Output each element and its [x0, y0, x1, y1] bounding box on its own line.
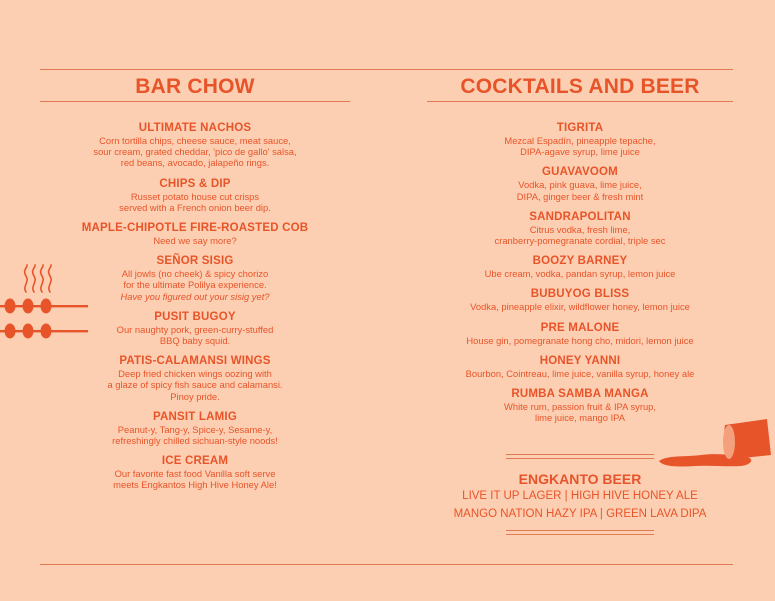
item-name: TIGRITA [556, 122, 604, 134]
beer-bottom-rule-1 [506, 530, 654, 531]
bar-chow-title: BAR CHOW [135, 75, 255, 98]
item-desc: Peanut-y, Tang-y, Spice-y, Sesame-y, refreshingly chilled sichuan-style noods! [112, 423, 278, 447]
item-desc: Our favorite fast food Vanilla soft serve meets Engkantos High Hive Honey Ale! [113, 468, 277, 491]
menu-item [447, 122, 713, 157]
menu-item [70, 178, 320, 213]
menu-item [70, 355, 320, 402]
menu-item [447, 322, 713, 346]
menu-item [70, 455, 320, 490]
item-desc: Our naughty pork, green-curry-stuffed BBQ baby squid. [116, 323, 274, 347]
bar-chow-title-rule [40, 101, 350, 102]
item-name: RUMBA SAMBA MANGA [511, 388, 649, 401]
bar-chow-list [70, 122, 320, 500]
engkanto-beer-title: ENGKANTO BEER [518, 471, 642, 487]
menu-item [447, 211, 713, 246]
item-name: SEÑOR SISIG [156, 255, 234, 268]
item-desc: Deep fried chicken wings oozing with a glaze of spicy fish sauce and calamansi. Pinoy pride. [107, 368, 283, 402]
item-name: CHIPS & DIP [159, 177, 231, 190]
item-name: PUSIT BUGOY [154, 310, 236, 323]
cocktails-title: COCKTAILS AND BEER [460, 75, 700, 98]
menu-item [447, 255, 713, 279]
item-desc: House gin, pomegranate hong cho, midori, lemon juice [466, 334, 694, 346]
item-desc: Mezcal Espadín, pineapple tepache, DIPA-agave syrup, lime juice [504, 135, 656, 158]
menu-item [447, 166, 713, 201]
bottom-rule [40, 564, 733, 565]
beer-list-line-1: LIVE IT UP LAGER | HIGH HIVE HONEY ALE [462, 490, 698, 502]
menu-item [70, 122, 320, 169]
spilled-glass-icon [655, 415, 775, 475]
item-desc: Vodka, pink guava, lime juice, DIPA, ginger beer & fresh mint [516, 179, 644, 202]
item-desc: Vodka, pineapple elixir, wildflower honey, lemon juice [470, 301, 690, 313]
menu-item [70, 222, 320, 246]
menu-item [447, 288, 713, 312]
skewer-icon [0, 298, 90, 348]
item-name: BUBUYOG BLISS [530, 288, 630, 301]
item-desc: Corn tortilla chips, cheese sauce, meat sauce, sour cream, grated cheddar, 'pico de gallo' salsa, red beans, avocado, jalapeño rings. [93, 135, 297, 169]
item-desc: All jowls (no cheek) & spicy chorizo for the ultimate Polilya experience. [121, 268, 269, 291]
beer-top-rule-2 [506, 458, 654, 459]
item-name: PRE MALONE [540, 321, 620, 334]
top-rule [40, 69, 733, 70]
menu-item [70, 311, 320, 346]
item-name: MAPLE-CHIPOTLE FIRE-ROASTED COB [81, 222, 309, 235]
item-name: ICE CREAM [161, 455, 229, 468]
item-name: HONEY YANNI [539, 354, 621, 367]
beer-list-line-2: MANGO NATION HAZY IPA | GREEN LAVA DIPA [453, 508, 707, 520]
beer-top-rule-1 [506, 454, 654, 455]
item-name: SANDRAPOLITAN [529, 210, 631, 223]
item-desc: Need we say more? [153, 235, 237, 247]
item-name: GUAVAVOOM [542, 166, 618, 179]
item-name: ULTIMATE NACHOS [138, 122, 252, 134]
cocktails-list [447, 122, 713, 432]
menu-item [70, 255, 320, 302]
item-desc: Ube cream, vodka, pandan syrup, lemon juice [484, 268, 676, 280]
menu-item [447, 355, 713, 379]
item-name: BOOZY BARNEY [532, 255, 628, 268]
item-desc: White rum, passion fruit & IPA syrup, lime juice, mango IPA [504, 401, 656, 424]
cocktails-title-rule [427, 101, 733, 102]
item-name: PANSIT LAMIG [153, 410, 237, 423]
steam-icon [22, 264, 62, 294]
menu-item [70, 411, 320, 446]
item-desc: Bourbon, Cointreau, lime juice, vanilla syrup, honey ale [465, 367, 695, 379]
beer-bottom-rule-2 [506, 534, 654, 535]
item-desc: Citrus vodka, fresh lime, cranberry-pomegranate cordial, triple sec [494, 223, 666, 247]
item-name: PATIS-CALAMANSI WINGS [119, 355, 271, 368]
item-note: Have you figured out your sisig yet? [120, 290, 270, 302]
item-desc: Russet potato house cut crisps served with a French onion beer dip. [119, 190, 271, 213]
